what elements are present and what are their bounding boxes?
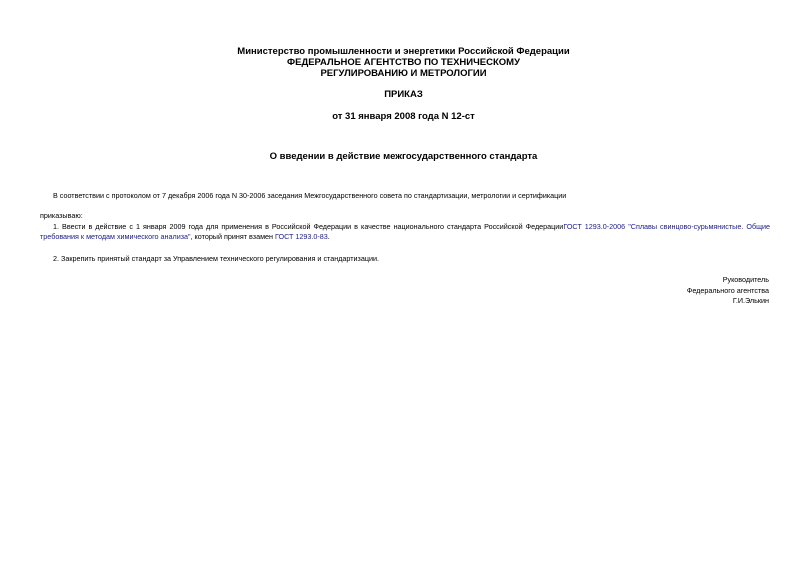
order-item-2: 2. Закрепить принятый стандарт за Управлением технического регулирования и стандартизации.: [53, 254, 379, 263]
ministry-name: Министерство промышленности и энергетики Российской Федерации: [237, 46, 570, 57]
document-header: [0, 46, 807, 79]
orders-word: приказываю:: [40, 211, 83, 220]
order-subject: О введении в действие межгосударственного стандарта: [269, 151, 538, 162]
signatory-position-line1: Руководитель: [722, 275, 769, 284]
standard-link[interactable]: ГОСТ 1293.0-2006 "Сплавы свинцово-сурьмянистые. Общие требования к методам химического анализа": [40, 222, 770, 241]
item1-prefix: 1. Ввести в действие с 1 января 2009 года для применения в Российской Федерации в качестве национального стандарта Российской Федерации: [53, 222, 564, 231]
order-title: ПРИКАЗ: [384, 89, 423, 100]
agency-name-line1: ФЕДЕРАЛЬНОЕ АГЕНТСТВО ПО ТЕХНИЧЕСКОМУ: [287, 57, 520, 68]
order-date-number: от 31 января 2008 года N 12-ст: [332, 111, 475, 122]
signatory-name: Г.И.Элькин: [732, 296, 769, 305]
signature-block: [687, 275, 769, 307]
signatory-position-line2: Федерального агентства: [686, 285, 769, 295]
order-item-1: [40, 222, 770, 242]
preamble-paragraph: В соответствии с протоколом от 7 декабря 2006 года N 30-2006 заседания Межгосударственного совета по стандартизации, метрологии и сертификации: [53, 191, 567, 200]
item1-suffix: .: [327, 232, 330, 241]
agency-name-line2: РЕГУЛИРОВАНИЮ И МЕТРОЛОГИИ: [320, 68, 487, 79]
item1-middle: , который принят взамен: [190, 232, 275, 241]
replaced-standard-link[interactable]: ГОСТ 1293.0-83: [274, 232, 328, 241]
